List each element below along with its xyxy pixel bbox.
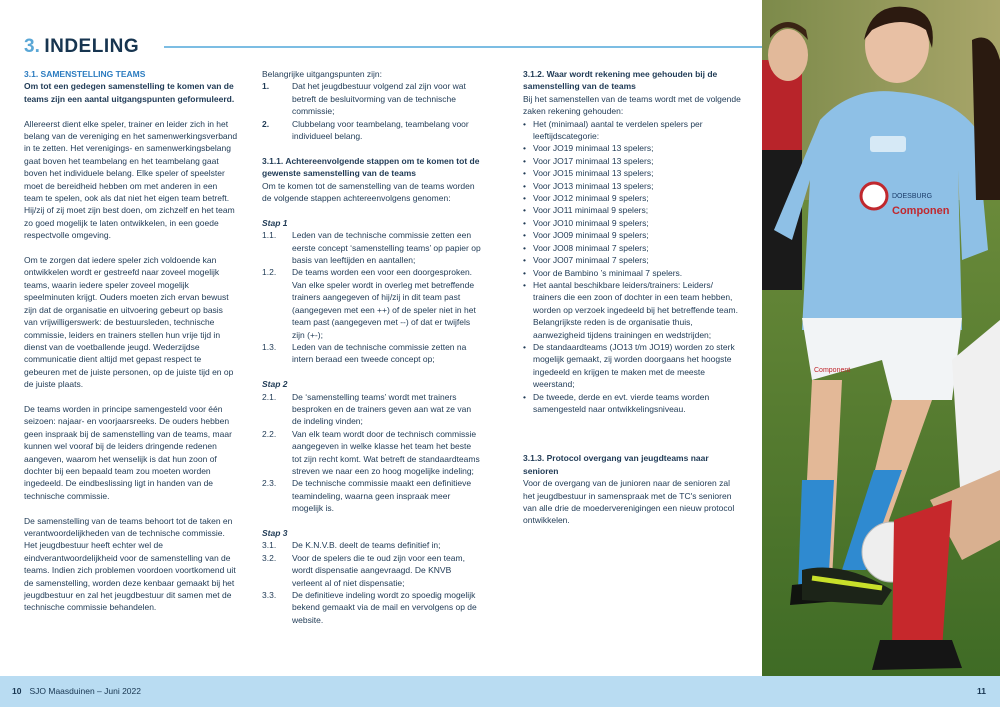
list-item: 3.3. De definitieve indeling wordt zo spoedig mogelijk bekend gemaakt via de mail en vervolgens op de website. (262, 590, 477, 625)
shorts-sponsor: Component (814, 367, 851, 374)
list-item: 3.1. De K.N.V.B. deelt de teams definitief in; (262, 540, 441, 551)
intro-text: Om tot een gedegen samenstelling te komen van de teams zijn een aantal uitgangspunten geformuleerd. (24, 81, 235, 104)
paragraph-4: De samenstelling van de teams behoort tot de taken en verantwoordelijkheden van de technische commissie. Het jeugdbestuur heeft echter wel de eindverantwoordelijkheid voor de samenstelling van de teams. Indien zich problemen voordoen voortkomend uit de samenstelling, worden deze kenbaar gemaakt bij het jeugdbestuur en zal het jeugdbestuur dit samen met de technische commissie behandelen. (24, 515, 236, 613)
heading-intro: Om te komen tot de samenstelling van de teams worden de volgende stappen achtereenvolgens genomen: (262, 180, 475, 204)
page-number-left: 10 (12, 686, 22, 696)
stap-3-label: Stap 3 (262, 527, 288, 538)
right-player-head (972, 38, 1000, 201)
paragraph-1: Allereerst dient elke speler, trainer en leider zich in het belang van de vereniging en het samenwerkingsverband in te zetten. Het verenigings- en samenwerkingsbelang gaat boven het teambelang en het teambelang gaat boven het individuele belang. Elke speler of speelster moet de bereidheid hebben om met anderen in een team te spelen, ook als dat niet het eigen team betreft. Hij/zij of zij moet zijn best doen, om zichzelf en het team zo goed mogelijk te laten ontwikkelen, in een goede respectvolle omgeving. (24, 118, 238, 241)
criteria-list (523, 118, 741, 416)
list-item: • Voor JO07 minimaal 7 spelers; (523, 255, 649, 266)
list-item: • Voor JO19 minimaal 13 spelers; (523, 143, 654, 154)
list-item: 1. Dat het jeugdbestuur volgend zal zijn voor wat betreft de besluitvorming van de technische commissie; (262, 81, 466, 117)
list-item: 2.3. De technische commissie maakt een definitieve teamindeling, waarna geen inspraak meer mogelijk is. (262, 478, 472, 514)
heading-3-1: 3.1. SAMENSTELLING TEAMS (24, 69, 146, 79)
list-item: • Voor JO10 minimaal 9 spelers; (523, 217, 649, 228)
column-1 (24, 68, 238, 626)
page-footer (0, 676, 1000, 707)
left-player-head (768, 29, 808, 81)
points-intro: Belangrijke uitgangspunten zijn: (262, 69, 383, 79)
list-item: 1.2. De teams worden een voor een doorgesproken. Van elke speler wordt in overleg met betreffende trainers aangegeven of hij/zij in dit team past (aangegeven met een ++) of de speler niet in het team past (aangegeven met --) of dat er twijfels zijn (+-); (262, 267, 476, 340)
shirt-sponsor-main: Componen (892, 205, 950, 217)
list-item: • De standaardteams (JO13 t/m JO19) worden zo sterk mogelijk gemaakt, zij worden doorgaans het hoogste ingedeeld en krijgen te maken met de meeste weerstand; (523, 341, 735, 390)
list-item: • Het aantal beschikbare leiders/trainers: Leiders/ trainers die een zoon of dochter in een team hebben, worden op verzoek ingedeeld bij het betreffende team. Belangrijkste reden is de organisatie thuis, aanwezigheid tijdens trainingen en wedstrijden; (523, 279, 738, 340)
title-divider (164, 46, 762, 48)
shirt-sponsor-logo (870, 136, 906, 152)
list-item: • Het (minimaal) aantal te verdelen spelers per leeftijdscategorie: (523, 118, 703, 142)
list-item: • Voor JO08 minimaal 7 spelers; (523, 242, 649, 253)
stap-1-list (262, 229, 482, 365)
section-title-text: INDELING (44, 36, 140, 57)
football-photo-illustration (762, 0, 1000, 676)
paragraph-2: Om te zorgen dat iedere speler zich voldoende kan ontwikkelen wordt er gestreefd naar zoveel mogelijk teams, waarin iedere speler zoveel mogelijk speelminuten krijgt. Ouders moeten zich ervan bewust zijn dat de organisatie en uitvoering gebeurt op basis van vrijwilligerswerk: de bestuursleden, technische commissie, leiders en trainers stellen hun vrije tijd in dienst van de voetballende jeugd. Wederzijdse communicatie dient altijd met gepast respect te gebeuren met de juiste personen, op de juiste tijd en op de juiste plaats. (24, 255, 234, 390)
list-item: • Voor JO17 minimaal 13 spelers; (523, 155, 654, 166)
criteria-intro: Bij het samenstellen van de teams wordt met de volgende zaken rekening gehouden: (523, 93, 741, 117)
column-3 (523, 68, 741, 539)
stap-1-label: Stap 1 (262, 217, 288, 228)
list-item: 1.3. Leden van de technische commissie zetten na intern beraad een tweede concept op; (262, 341, 467, 365)
protocol-paragraph: Voor de overgang van de junioren naar de senioren zal het jeugdbestuur in samenspraak met de TC's senioren van alle drie de moederverenigingen een nieuw protocol ontwikkelen. (523, 478, 735, 526)
list-item: 1.1. Leden van de technische commissie zetten een eerste concept ‘samenstelling teams’ op papier op basis van leeftijden en aantallen; (262, 230, 481, 266)
list-item: • Voor JO12 minimaal 9 spelers; (523, 193, 649, 204)
publication-name: SJO Maasduinen – Juni 2022 (29, 686, 141, 696)
opponent-boot (872, 640, 962, 670)
stap-2-list (262, 391, 482, 515)
heading-3-1-2: 3.1.2. Waar wordt rekening mee gehouden bij de samenstelling van de teams (523, 69, 718, 92)
list-item: 2.2. Van elk team wordt door de technisch commissie aangegeven in welke klasse het team het beste tot zijn recht komt. Wat betreft de standaardteams streven we naar een zo hoog mogelijke indeling; (262, 428, 480, 476)
stap-3-list (262, 539, 482, 626)
shirt-sponsor-top: DOESBURG (892, 193, 933, 200)
list-item: 3.2. Voor de spelers die te oud zijn voor een team, wordt dispensatie aangevraagd. De KNVB verleent al of niet dispensatie; (262, 552, 465, 588)
list-item: • De tweede, derde en evt. vierde teams worden samengesteld naar ontwikkelingsniveau. (523, 391, 710, 414)
stap-2-label: Stap 2 (262, 379, 288, 390)
list-item: • Voor de Bambino ’s minimaal 7 spelers. (523, 267, 683, 278)
footer-left (12, 686, 141, 696)
section-title (24, 36, 762, 60)
paragraph-3: De teams worden in principe samengesteld voor één seizoen: najaar- en voorjaarsreeks. De ouders hebben geen inspraak bij de samenstelling van de teams, maar kunnen wel vooraf bij de leiders dringende redenen aangeven, waarom het wenselijk is dat hun zoon of dochter bij een bepaald team zou moeten worden ingedeeld. De eindbeslissing ligt in handen van de technische commissie. (24, 403, 232, 501)
heading-3-1-1: 3.1.1. Achtereenvolgende stappen om te komen tot de gewenste samenstelling van de teams (262, 155, 480, 179)
sponsor-circle-logo (861, 183, 887, 209)
list-item: • Voor JO13 minimaal 13 spelers; (523, 180, 654, 191)
list-item: • Voor JO15 minimaal 13 spelers; (523, 168, 654, 179)
opponent-sock (892, 500, 952, 650)
football-photo (762, 0, 1000, 676)
column-2 (262, 68, 482, 639)
list-item: 2.1. De ‘samenstelling teams’ wordt met trainers besproken en de trainers geven aan wat ze van de indeling vinden; (262, 391, 472, 427)
list-item: 2. Clubbelang voor teambelang, teambelang voor individueel belang. (262, 118, 469, 142)
list-item: • Voor JO09 minimaal 9 spelers; (523, 230, 649, 241)
list-item: • Voor JO11 minimaal 9 spelers; (523, 205, 649, 216)
heading-3-1-3: 3.1.3. Protocol overgang van jeugdteams naar senioren (523, 453, 709, 476)
points-list (262, 80, 482, 142)
section-number: 3. (24, 36, 40, 57)
page-number-right: 11 (977, 686, 986, 696)
